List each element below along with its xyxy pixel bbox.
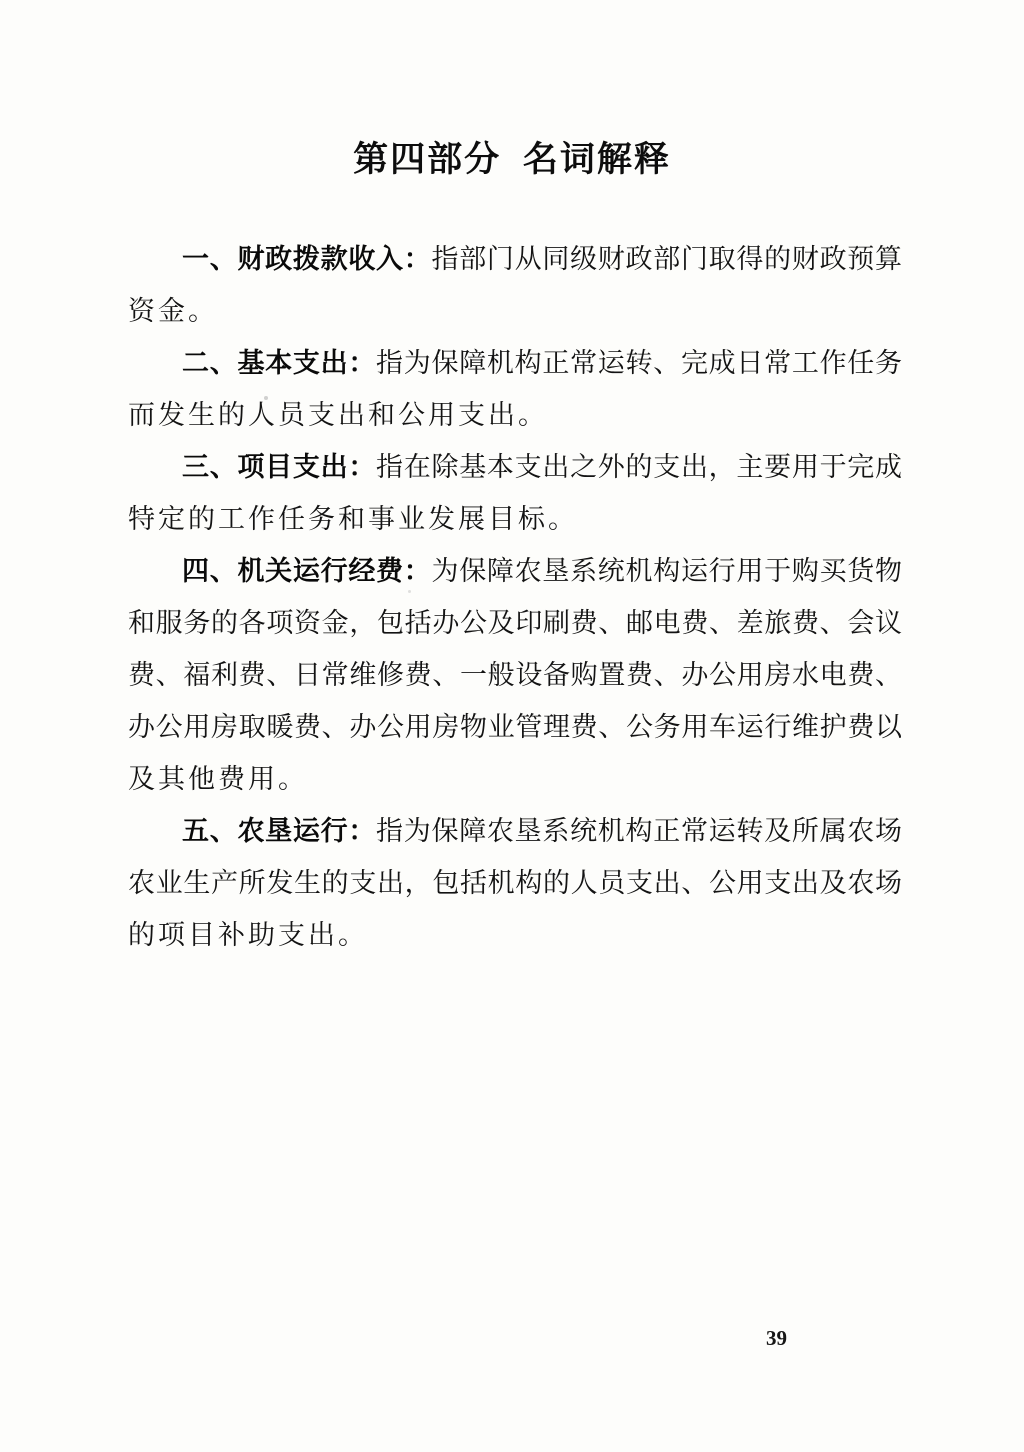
definition-text: 指在除基本支出之外的支出，主要用于完成 [376,452,903,482]
text-line-p1-l1 [128,233,902,285]
definition-text: 及其他费用。 [128,764,308,794]
definition-text: 指部门从同级财政部门取得的财政预算 [431,244,903,274]
definition-text: 和服务的各项资金，包括办公及印刷费、邮电费、差旅费、会议 [128,608,902,638]
definition-text: 农业生产所发生的支出，包括机构的人员支出、公用支出及农场 [128,868,902,898]
definition-text: 资金。 [128,296,218,326]
scan-speck [408,590,411,593]
definition-text: 为保障农垦系统机构运行用于购买货物 [431,556,903,586]
text-line-p4-l3 [128,649,902,701]
term-label: 三、项目支出： [182,452,377,482]
term-label: 五、农垦运行： [182,816,377,846]
definition-text: 指为保障农垦系统机构正常运转及所属农场 [376,816,903,846]
text-line-p4-l5 [128,753,902,805]
definition-text: 办公用房取暖费、办公用房物业管理费、公务用车运行维护费以 [128,712,902,742]
definition-text: 而发生的人员支出和公用支出。 [128,400,548,430]
page-title: 第四部分 名词解释 [353,140,671,179]
scan-speck [264,396,268,400]
text-line-p5-l1 [128,805,902,857]
definition-text: 费、福利费、日常维修费、一般设备购置费、办公用房水电费、 [128,660,902,690]
definition-text: 特定的工作任务和事业发展目标。 [128,504,578,534]
term-label: 二、基本支出： [182,348,377,378]
definition-text: 的项目补助支出。 [128,920,368,950]
text-line-p4-l1 [128,545,902,597]
document-body [128,233,902,961]
text-line-p3-l2 [128,493,902,545]
page-number: 39 [766,1326,787,1350]
text-line-p4-l4 [128,701,902,753]
term-label: 一、财政拨款收入： [182,244,432,274]
text-line-p2-l2 [128,389,902,441]
definition-text: 指为保障机构正常运转、完成日常工作任务 [376,348,903,378]
text-line-p3-l1 [128,441,902,493]
text-line-p5-l2 [128,857,902,909]
text-line-p4-l2 [128,597,902,649]
text-line-p5-l3 [128,909,902,961]
text-line-p1-l2 [128,285,902,337]
text-line-p2-l1 [128,337,902,389]
term-label: 四、机关运行经费： [182,556,432,586]
